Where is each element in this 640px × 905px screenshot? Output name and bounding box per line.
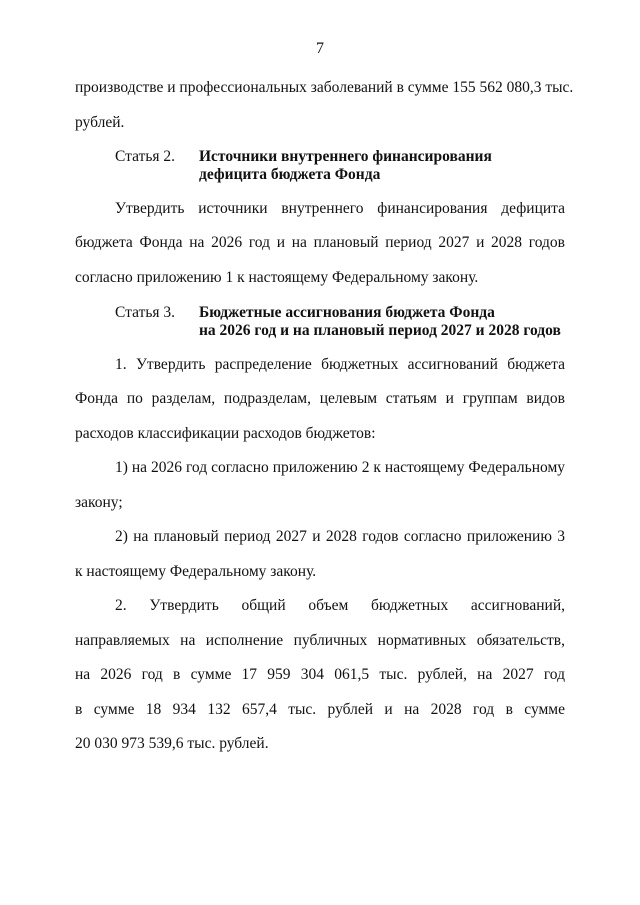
paragraph-line: к настоящему Федеральному закону.: [75, 563, 317, 580]
article-3-title-line: Бюджетные ассигнования бюджета Фонда: [199, 304, 495, 321]
paragraph-line: 20 030 973 539,6 тыс. рублей.: [75, 735, 269, 752]
paragraph-line: 1. Утвердить распределение бюджетных ассигнований бюджета: [115, 356, 565, 373]
paragraph-line: 1) на 2026 год согласно приложению 2 к настоящему Федеральному: [115, 459, 565, 476]
article-3-title-line: на 2026 год и на плановый период 2027 и 2028 годов: [199, 322, 561, 339]
paragraph-line: на 2026 год в сумме 17 959 304 061,5 тыс. рублей, на 2027 год: [75, 666, 565, 683]
paragraph-line: 2. Утвердить общий объем бюджетных ассигнований,: [115, 597, 565, 614]
article-2-title-line: Источники внутреннего финансирования: [199, 148, 492, 165]
article-3-label: Статья 3.: [115, 304, 176, 321]
article-2-label: Статья 2.: [115, 148, 176, 165]
paragraph-line: Утвердить источники внутреннего финансирования дефицита: [115, 200, 565, 217]
paragraph-line: 2) на плановый период 2027 и 2028 годов согласно приложению 3: [115, 528, 565, 545]
paragraph-line: в сумме 18 934 132 657,4 тыс. рублей и на 2028 год в сумме: [75, 701, 565, 718]
paragraph-line: закону;: [75, 494, 123, 511]
paragraph-line: рублей.: [75, 114, 125, 131]
paragraph-line: производстве и профессиональных заболеваний в сумме 155 562 080,3 тыс.: [75, 79, 574, 96]
paragraph-line: согласно приложению 1 к настоящему Федеральному закону.: [75, 269, 479, 286]
article-2-title-line: дефицита бюджета Фонда: [199, 166, 381, 183]
paragraph-line: расходов классификации расходов бюджетов:: [75, 425, 376, 442]
paragraph-line: направляемых на исполнение публичных нормативных обязательств,: [75, 632, 565, 649]
paragraph-line: Фонда по разделам, подразделам, целевым статьям и группам видов: [75, 390, 565, 407]
paragraph-line: бюджета Фонда на 2026 год и на плановый период 2027 и 2028 годов: [75, 234, 565, 251]
page-number: 7: [316, 40, 324, 57]
